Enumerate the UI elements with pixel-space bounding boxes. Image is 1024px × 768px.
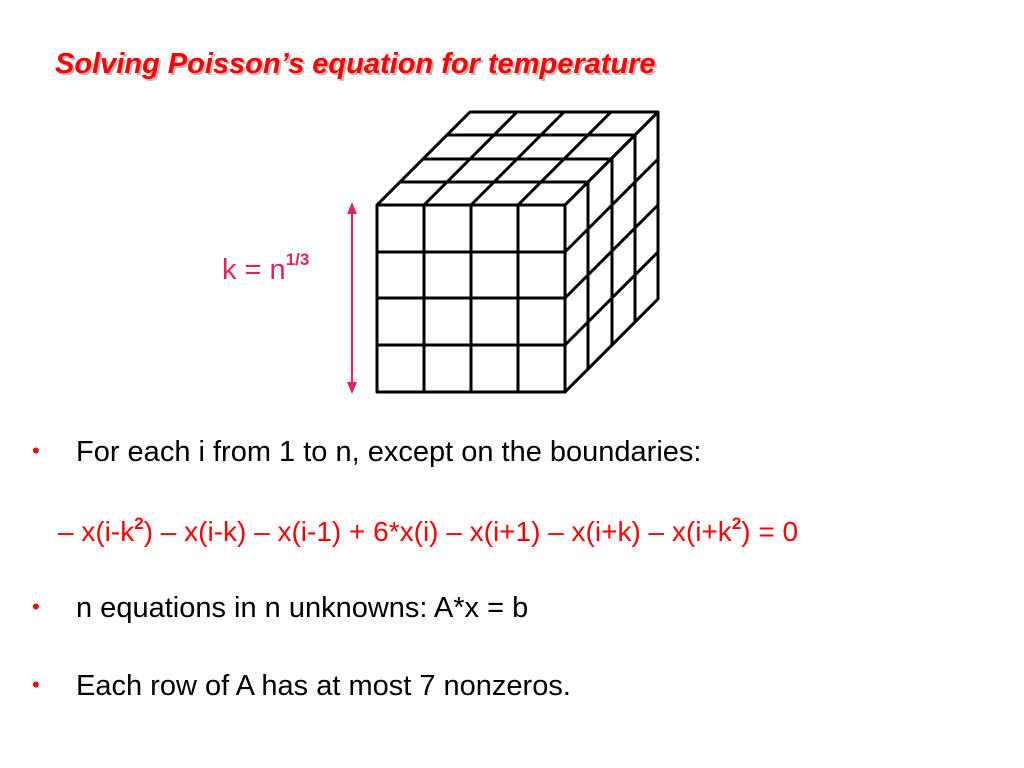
bullet-marker: •	[32, 438, 40, 463]
cube-grid-diagram	[370, 105, 670, 400]
equation-exponent: 2	[134, 514, 144, 533]
bullet-text: n equations in n unknowns: A*x = b	[76, 592, 529, 624]
bullet-text: Each row of A has at most 7 nonzeros.	[76, 670, 571, 702]
stencil-equation	[58, 516, 798, 548]
bullet-marker: •	[32, 594, 40, 619]
bullet-marker: •	[32, 672, 40, 697]
bullet-text: For each i from 1 to n, except on the boundaries:	[76, 436, 702, 468]
equation-exponent: 2	[731, 514, 742, 533]
equation-part: – x(i-k	[58, 516, 135, 547]
bullet-item	[32, 670, 571, 703]
k-equals-label	[222, 250, 310, 287]
k-label-exponent: 1/3	[285, 250, 310, 269]
slide-title: Solving Poisson’s equation for temperature	[55, 48, 656, 80]
bullet-item	[32, 436, 701, 469]
k-label-text: k = n	[222, 254, 286, 286]
height-arrow	[340, 200, 364, 396]
equation-part: ) – x(i-k) – x(i-1) + 6*x(i) – x(i+1) – x(i+k) – x(i+k	[143, 516, 732, 547]
bullet-item	[32, 592, 528, 625]
equation-part: ) = 0	[741, 516, 799, 547]
